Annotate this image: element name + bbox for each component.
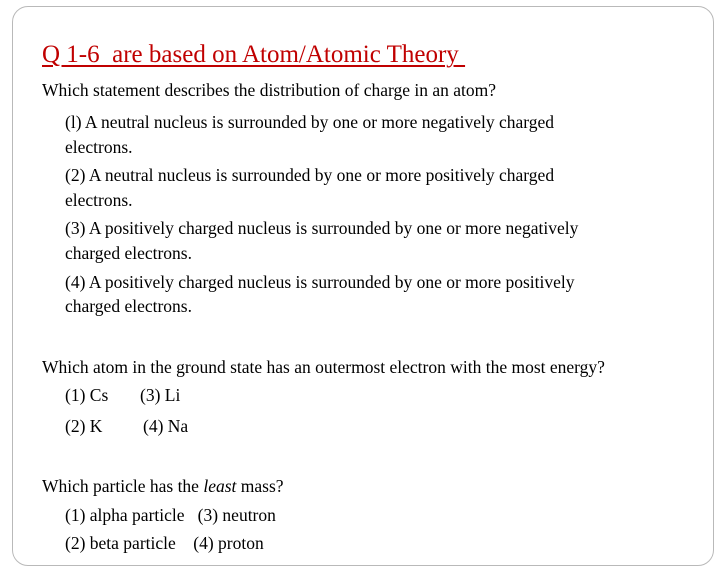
question-1-option-4-line-2: charged electrons.	[65, 296, 192, 316]
question-2-option-2: (2) K	[65, 416, 103, 436]
question-2-option-1: (1) Cs	[65, 385, 109, 405]
question-3-options-row-2: (2) beta particle (4) proton	[65, 533, 264, 553]
question-3-stem	[42, 476, 284, 496]
question-1-option-1-line-1: (l) A neutral nucleus is surrounded by one or more negatively charged	[65, 112, 555, 132]
question-3-stem-emphasis: least	[203, 476, 237, 496]
question-1-option-3-line-2: charged electrons.	[65, 243, 192, 263]
question-1-option-3-line-1: (3) A positively charged nucleus is surrounded by one or more negatively	[65, 218, 579, 238]
question-3-options-row-1: (1) alpha particle (3) neutron	[65, 505, 276, 525]
question-1-option-1-line-2: electrons.	[65, 137, 133, 157]
question-1-stem: Which statement describes the distribution of charge in an atom?	[42, 80, 497, 100]
question-2-stem: Which atom in the ground state has an outermost electron with the most energy?	[42, 357, 605, 377]
question-3-stem-start: Which particle has the	[42, 476, 204, 496]
slide-title: Q 1-6 are based on Atom/Atomic Theory	[42, 41, 466, 68]
question-1-option-2-line-1: (2) A neutral nucleus is surrounded by one or more positively charged	[65, 165, 555, 185]
question-2-option-3: (3) Li	[140, 385, 181, 405]
question-1-option-4-line-1: (4) A positively charged nucleus is surrounded by one or more positively	[65, 272, 575, 292]
question-1-option-2-line-2: electrons.	[65, 190, 133, 210]
question-2-option-4: (4) Na	[143, 416, 189, 436]
question-3-stem-end: mass?	[236, 476, 284, 496]
